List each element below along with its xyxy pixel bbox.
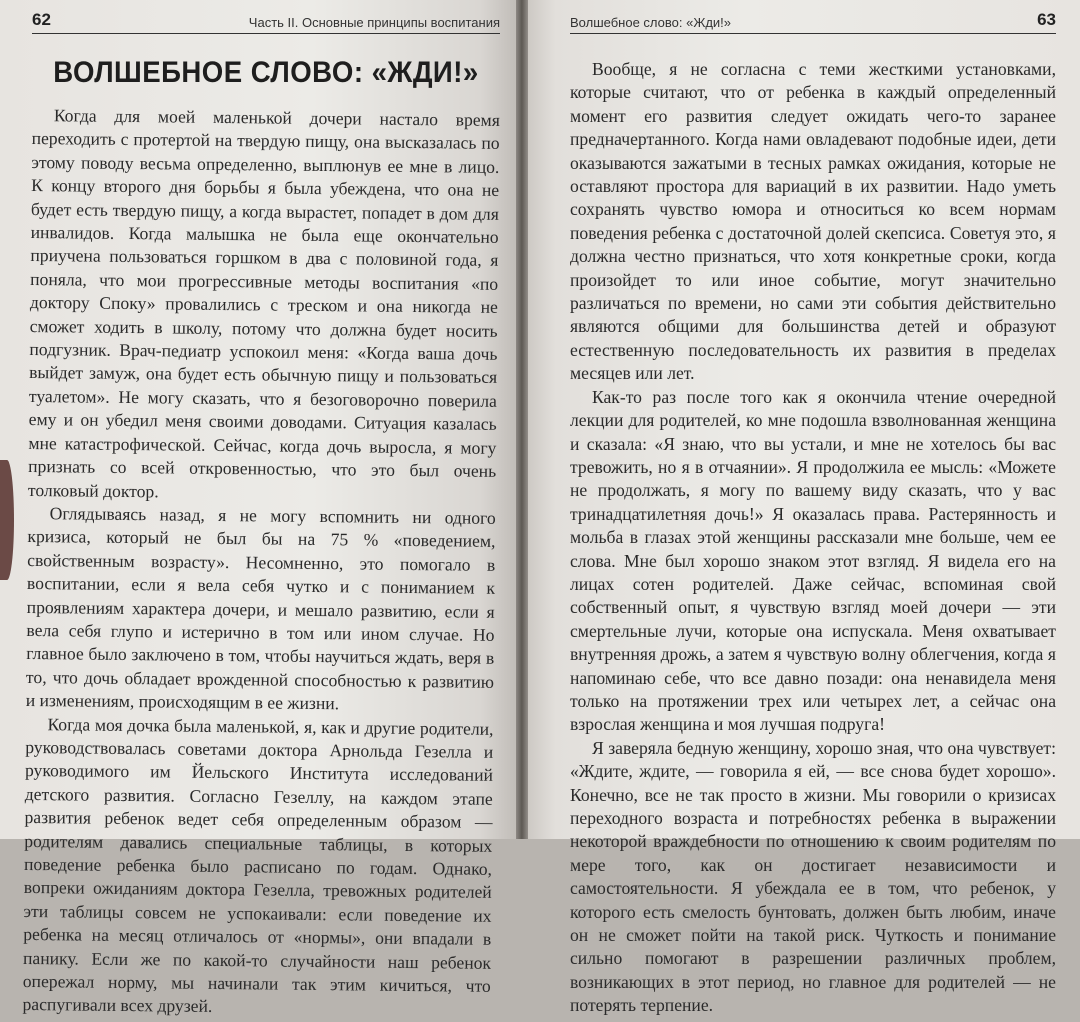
paragraph: Оглядываясь назад, я не могу вспомнить ни одного кризиса, который не был бы на 75 % «поведением, свойственным возрасту». Несомненно, это помогало в воспитании, если я вела себя чутко и с пониманием к проявлениям характера дочери, и мешало развитию, если я вела себя глупо и истерично в том или ином случае. Но главное было заключено в том, чтобы научиться ждать, веря в то, что дочь обладает врожденной способностью к развитию и изменениям, происходящим в ее жизни. xyxy=(25,503,496,714)
book-gutter xyxy=(516,0,528,839)
right-page-body xyxy=(570,58,1056,1018)
paragraph: Как-то раз после того как я окончила чтение очередной лекции для родителей, ко мне подошла взволнованная женщина и сказала: «Я знаю, что вы устали, и мне не хотелось бы вас тревожить, но я в отчаянии». Я продолжила ее мысль: «Можете не продолжать, я могу по вашему виду сказать, что у вас тринадцатилетняя дочь!» Я оказалась права. Растерянность и мольба в глазах этой женщины рассказали мне больше, чем ее слова. Мне был хорошо знаком этот взгляд. Я видела его на лицах сотен родителей. Даже сейчас, вспоминая свой собственный опыт, я чувствую взгляд моей дочери — эти смертельные лучи, которые она испускала. Меня охватывает внутренняя дрожь, а затем я чувствую волну облегчения, когда я напоминаю себе, что все давно позади: она ненавидела меня только на протяжении трех или четырех лет, а сейчас она взрослая женщина и моя лучшая подруга! xyxy=(570,386,1056,735)
right-page xyxy=(522,0,1080,1016)
running-head-title-left: Часть II. Основные принципы воспитания xyxy=(248,15,500,30)
paragraph: Когда моя дочка была маленькой, я, как и другие родители, руководствовалась советами доктора Арнольда Гезелла и руководимого им Йельского Института исследований детского развития. Согласно Гезеллу, на каждом этапе развития ребенок ведет себя определенным образом — родителям давались специальные таблицы, в которых поведение ребенка было расписано по годам. Однако, вопреки ожиданиям доктора Гезелла, тревожных родителей эти таблицы совсем не успокаивали: если поведение их ребенка на месяц отличалось от «нормы», они впадали в панику. Если же по какой-то случайности наш ребенок опережал норму, мы начинали так этим кичиться, что распугивали всех друзей. xyxy=(22,713,494,1017)
page-number-left: 62 xyxy=(32,10,51,29)
paragraph: Когда для моей маленькой дочери настало время переходить с протертой на твердую пищу, она высказалась по этому поводу весьма определенно, выплюнув ее мне в лицо. К концу второго дня борьбы я была убеждена, что она не будет есть твердую пищу, а когда вырастет, попадет в дом для инвалидов. Когда малышка не была еще окончательно приучена пользоваться горшком в два с половиной года, я поняла, что мои прогрессивные методы воспитания «по доктору Споку» провалились с треском и она никогда не сможет ходить в школу, потому что должна будет носить подгузник. Врач-педиатр успокоил меня: «Когда ваша дочь выйдет замуж, она будет есть обычную пищу и пользоваться туалетом». Не могу сказать, что я безоговорочно поверила ему и он убедил меня своими доводами. Ситуация казалась мне катастрофической. Сейчас, когда дочь выросла, я могу признать со всей откровенностью, что это был очень толковый доктор. xyxy=(27,105,500,501)
paragraph: Вообще, я не согласна с теми жесткими установками, которые считают, что от ребенка в каждый определенный момент его развития следует ожидать чего-то заранее предначертанного. Когда нами овладевают подобные идеи, дети оказываются зажатыми в тесных рамках ожидания, которые не оставляют простора для вариаций в их развитии. Надо уметь сохранять чувство юмора и относиться ко всем нормам поведения ребенка с достаточной долей скепсиса. Советуя это, я должна честно признаться, что хотя конкретные сроки, когда произойдет то или иное событие, могут значительно различаться по времени, но сами эти события действительно являются общими для большинства детей и образуют естественную последовательность их развития в пределах месяцев или лет. xyxy=(570,59,1056,384)
finger-shadow xyxy=(0,460,14,580)
left-page xyxy=(0,0,522,1017)
right-running-head xyxy=(570,10,1056,34)
page-number-right: 63 xyxy=(1037,10,1056,29)
chapter-title: ВОЛШЕБНОЕ СЛОВО: «ЖДИ!» xyxy=(53,56,479,89)
running-head-title-right: Волшебное слово: «Жди!» xyxy=(570,15,732,30)
paragraph: Я заверяла бедную женщину, хорошо зная, что она чувствует: «Ждите, ждите, — говорила я ей, — все снова будет хорошо». Конечно, все не так просто в жизни. Мы говорили о кризисах переходного возраста и потребностях ребенка в выражении некоторой враждебности по отношению к своим родителям по мере того, как он достигает независимости и самостоятельности. Я убеждала ее в том, что ребенок, у которого есть смелость бунтовать, должен быть любим, иначе он не сможет пойти на такой риск. Чуткость и понимание сильно помогают в разрешении различных проблем, возникающих в этот период, но главное для родителей — не потерять терпение. xyxy=(570,737,1056,1016)
left-page-body xyxy=(22,104,500,1022)
left-running-head xyxy=(32,10,500,34)
